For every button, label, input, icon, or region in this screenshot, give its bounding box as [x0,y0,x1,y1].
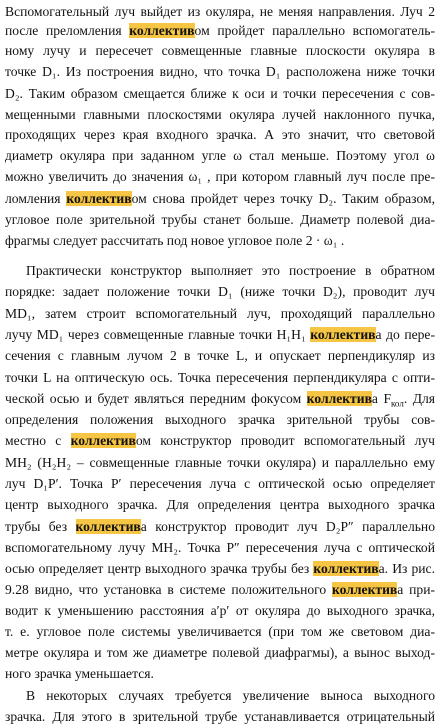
text-line [5,232,435,249]
text-line [5,326,435,343]
text-line [5,665,435,682]
text-segment: трубы без [5,519,76,534]
highlighted-term: коллектив [70,433,136,448]
text-segment: ом пройдет параллельно вспомогатель- [194,23,435,38]
text-line [5,475,435,492]
highlighted-term: коллектив [75,519,141,534]
text-line [5,63,435,80]
text-line [5,432,435,449]
text-line [5,454,435,471]
text-line [5,211,435,228]
text-line [5,147,435,164]
text-segment: ческой осью и будет являться передним фокусом [5,391,307,406]
text-segment: порядке: задает положение точки D₁ (ниже точки D₂), проводит луч [5,284,435,299]
highlighted-term: коллектив [332,582,398,597]
text-line [5,305,435,322]
text-segment: фрагмы следует рассчитать под новое угловое поле 2 · ω₁ . [5,233,345,248]
text-segment: а F [371,391,392,406]
text-line [5,708,435,725]
text-segment: а конструктор проводит луч D₂P″ параллельно [140,519,435,534]
text-line [5,42,435,59]
text-segment: лучу MD₁ через совмещенные главные точки H₁H₁ [5,327,311,342]
text-segment: вспомогательному лучу MH₂. Точка P″ пересечения луча с оптической [5,540,435,555]
text-line [5,560,435,577]
text-segment: местно с [5,433,71,448]
text-line [5,496,435,513]
text-line [5,369,435,386]
text-segment: ом снова пройдет через точку D₂. Таким образом, [131,191,435,206]
text-segment: водит к уменьшению расстояния a′p′ от окуляра до выходного зрачка, [5,603,435,618]
text-segment: диаметр окуляра при заданном угле ω стал меньше. Поэтому угол ω [5,148,435,163]
text-line [5,22,435,39]
text-segment: ом конструктор проводит вспомогательный луч [135,433,435,448]
text-segment: т. е. угловое поле системы увеличивается (при том же световом диа- [5,624,435,639]
highlighted-term: коллектив [129,23,195,38]
text-line [5,623,435,640]
text-segment: зрачка. Для этого в зрительной трубе устанавливается отрицательный [5,709,435,724]
text-line [5,602,435,619]
text-segment: мещенными главными плоскостями окуляра лучей наклонного пучка, [5,107,435,122]
text-line [5,581,435,598]
text-segment: MH₂ (H₂H₂ – совмещенные главные точки окуляра) и параллельно ему [5,455,435,470]
text-segment: ному лучу и пересечет совмещенные главные плоскости окуляра в [5,43,435,58]
text-segment: кол [391,398,404,409]
text-line [5,539,435,556]
text-segment: Практически конструктор выполняет это построение в обратном [26,263,435,278]
text-segment: луч D₁P′. Точка P′ пересечения луча с оптической осью определяет [5,476,435,491]
text-segment: осью определяет центр выходного зрачка трубы без [5,561,314,576]
text-segment: а при- [397,582,435,597]
text-line [5,518,435,535]
text-segment: MD₁, затем строит вспомогательный луч, проходящий параллельно [5,306,435,321]
text-segment: сечения с главным лучом 2 в точке L, и опускает перпендикуляр из [5,348,435,363]
text-segment: D₂. Таким образом смещается ближе к оси и точки пересечения с сов- [5,86,435,101]
text-segment: . Для [403,391,436,406]
text-segment: 9.28 видно, что установка в системе положительного [5,582,333,597]
text-line [5,126,435,143]
highlighted-term: коллектив [313,561,379,576]
text-segment: Вспомогательный луч выйдет из окуляра, не меняя направления. Луч 2 [5,4,435,19]
text-line [26,687,435,704]
text-line [5,85,435,102]
text-line [26,262,435,279]
text-line [5,644,435,661]
text-segment: точке D₁. Из построения видно, что точка D₁ расположена ниже точки [5,64,435,79]
text-segment: В некоторых случаях требуется увеличение выноса выходного [26,688,435,703]
text-segment: проходящих через края входного зрачка. А это значит, что световой [5,127,435,142]
text-segment: метре окуляра и том же диаметре полевой диафрагмы), а вынос выход- [5,645,435,660]
text-line [5,106,435,123]
highlighted-term: коллектив [66,191,132,206]
text-segment: ломления [5,191,67,206]
highlighted-term: коллектив [310,327,376,342]
text-segment: а до пере- [375,327,435,342]
text-line [5,190,435,207]
highlighted-term: коллектив [306,391,372,406]
text-segment: точки L на оптическую ось. Точка пересечения перпендикуляра с опти- [5,370,435,385]
text-segment: после преломления [5,23,130,38]
text-segment: центр выходного зрачка. Для определения центра выходного зрачка [5,497,435,512]
text-segment: можно увеличить до значения ω₁ , при котором главный луч после пре- [5,169,435,184]
text-line [5,390,435,407]
text-segment: угловое поле зрительной трубы станет больше. Диаметр полевой диа- [5,212,435,227]
text-line [5,347,435,364]
text-line [5,168,435,185]
text-line [5,411,435,428]
text-segment: определения положения выходного зрачка зрительной трубы сов- [5,412,435,427]
text-segment: а. Из рис. [378,561,435,576]
text-segment: ного зрачка уменьшается. [5,666,154,681]
text-line [5,3,435,20]
text-line [5,283,435,300]
